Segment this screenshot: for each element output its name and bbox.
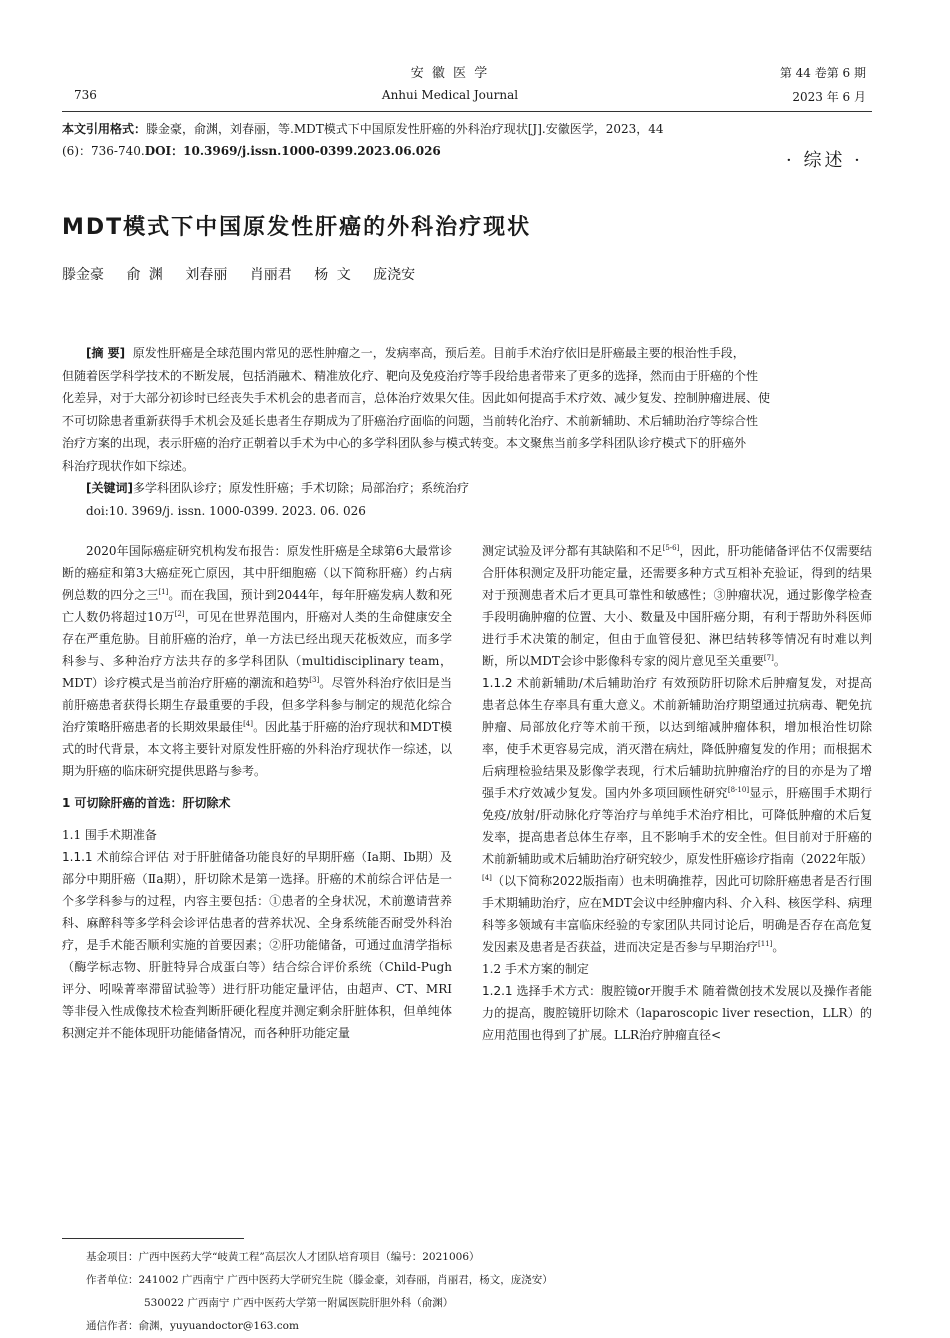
header-rule <box>62 111 872 112</box>
reference-mark: [4] <box>243 720 253 728</box>
text: 测定试验及评分都有其缺陷和不足 <box>482 544 663 558</box>
subsection-heading: 1.2.1 选择手术方式：腹腔镜or开腹手术 <box>482 984 699 998</box>
author: 杨 文 <box>314 267 351 283</box>
text: 随着微创技术发展以及操作者能力的提高，腹腔镜肝切除术（laparoscopic liver resection，LLR）的应用范围也得到了扩展。LLR治疗肿瘤直径< <box>482 984 873 1042</box>
paragraph-1-1-1 <box>62 846 452 1044</box>
text: 。 <box>772 940 785 954</box>
author-unit-2: 530022 广西南宁 广西中医药大学第一附属医院肝胆外科（俞渊） <box>144 1297 454 1309</box>
author: 庞浇安 <box>373 267 416 283</box>
footnotes <box>86 1246 866 1338</box>
section-heading-1-2: 1.2 手术方案的制定 <box>482 962 589 976</box>
text: （以下简称2022版指南）也未明确推荐，因此可切除肝癌患者是否行围手术期辅助治疗，应在MDT会议中经肿瘤内科、介入科、核医学科、病理科等多领域有丰富临床经验的专家团队共同讨论后，明确是否存在高危复发因素及患者是否获益，进而决定是否参与早期治疗 <box>482 874 872 954</box>
issue-date: 2023 年 6 月 <box>792 90 866 104</box>
page-number: 736 <box>74 88 97 102</box>
text: ，因此，肝功能储备评估不仅需要结合肝体积测定及肝功能定量，还需要多种方式互相补充验证，得到的结果对于预测患者术后才更具可靠性和敏感性；③肿瘤状况，通过影像学检查手段明确肿瘤的位置、大小、数量及中国肝癌分期，有利于帮助外科医师进行手术决策的制定，但由于血管侵犯、淋巴结转移等情况有时难以判断，所以MDT会诊中影像科专家的阅片意见至关重要 <box>482 544 872 668</box>
reference-mark: [3] <box>309 676 320 684</box>
text: 2020年国际癌症研究机构发布报告：原发性肝癌是全球第6大最常诊断的癌症和第3大癌症死亡原因，其中肝细胞癌（以下简称肝癌）约占病例总数的四分之三 <box>62 544 452 602</box>
author: 刘春丽 <box>185 267 228 283</box>
right-column <box>482 540 872 1046</box>
text: 对于肝脏储备功能良好的早期肝癌（Ia期、Ib期）及部分中期肝癌（Ⅱa期），肝切除术是第一选择。肝癌的术前综合评估是一个多学科参与的过程，内容主要包括：①患者的全身状况，术前邀请营养科、麻醉科等多学科会诊评估患者的营养状况、全身系统能否耐受外科治疗，是手术能否顺利实施的首要因素；②肝功能储备，可通过血清学指标（酶学标志物、肝脏特异合成蛋白等）结合综合评价系统（Child-Pugh评分、吲哚菁率滞留试验等）进行肝功能定量评估，由超声、CT、MRI等非侵入性成像技术检查判断肝硬化程度并测定剩余肝脏体积，但单纯体积测定并不能体现肝功能储备情况，而各种肝功能定量 <box>62 850 452 1040</box>
citation-text-2: (6)：736-740. <box>62 144 145 158</box>
reference-mark: [7] <box>763 654 774 662</box>
reference-mark: [8-10] <box>727 786 750 794</box>
abstract-line: 化差异，对于大部分初诊时已经丧失手术机会的患者而言，总体治疗效果欠佳。因此如何提高手术疗效、减少复发、控制肿瘤进展、使 <box>62 391 771 405</box>
intro-paragraph <box>62 540 452 782</box>
keywords: 多学科团队诊疗；原发性肝癌；手术切除；局部治疗；系统治疗 <box>132 481 469 495</box>
section-heading-1: 1 可切除肝癌的首选：肝切除术 <box>62 796 231 810</box>
text: 显示，肝癌围手术期行免疫/放射/肝动脉化疗等治疗与单纯手术治疗相比，可降低肿瘤的术后复发率，提高患者总体生存率，且不影响手术的安全性。但目前对于肝癌的术前新辅助或术后辅助治疗研究较少，原发性肝癌诊疗指南（2022年版） <box>482 786 873 866</box>
text: 。 <box>773 654 786 668</box>
section-heading-1-1: 1.1 围手术期准备 <box>62 828 157 842</box>
abstract-line: 治疗方案的出现，表示肝癌的治疗正朝着以手术为中心的多学科团队参与模式转变。本文聚焦当前多学科团队诊疗模式下的肝癌外 <box>62 436 747 450</box>
text: 有效预防肝切除术后肿瘤复发，对提高患者总体生存率具有重大意义。术前新辅助治疗期望通过抗病毒、靶免抗肿瘤、局部放化疗等术前干预，以达到缩减肿瘤体积，增加根治性切除率，使手术更容易完成，消灭潜在病灶，降低肿瘤复发的作用；而根据术后病理检验结果及影像学表现，行术后辅助抗肿瘤治疗的目的亦是为了增强手术疗效减少复发。国内外多项回顾性研究 <box>482 676 872 800</box>
text: 。因此基于肝癌的治疗现状和MDT模式的时代背景，本文将主要针对原发性肝癌的外科治疗现状作一综述，以期为肝癌的临床研究提供思路与参考。 <box>62 720 452 778</box>
keywords-label: [关键词] <box>86 481 133 495</box>
citation-label: 本文引用格式： <box>62 122 147 136</box>
journal-name-cn: 安 徽 医 学 <box>410 66 490 81</box>
journal-name-en: Anhui Medical Journal <box>381 88 519 102</box>
citation-text: 滕金豪，俞渊，刘春丽，等.MDT模式下中国原发性肝癌的外科治疗现状[J].安徽医学，2023，44 <box>146 122 664 136</box>
author: 肖丽君 <box>249 267 292 283</box>
abstract-line: 不可切除患者重新获得手术机会及延长患者生存期成为了肝癌治疗面临的问题，当前转化治疗、术前新辅助、术后辅助治疗等综合性 <box>62 413 759 428</box>
author: 滕金豪 <box>62 267 104 283</box>
paragraph-1-1-2 <box>482 672 872 958</box>
citation-doi: DOI：10.3969/j.issn.1000-0399.2023.06.026 <box>144 144 441 158</box>
citation-block <box>62 118 762 162</box>
abstract <box>62 342 872 522</box>
abstract-line: 原发性肝癌是全球范围内常见的恶性肿瘤之一，发病率高，预后差。目前手术治疗依旧是肝癌最主要的根治性手段， <box>132 346 745 360</box>
paragraph-1-2-1 <box>482 980 872 1046</box>
funding-note: 基金项目：广西中医药大学“岐黄工程”高层次人才团队培育项目（编号：2021006） <box>86 1251 480 1263</box>
reference-mark: [5-6] <box>662 544 680 552</box>
abstract-line: 但随着医学科学技术的不断发展，包括消融术、精准放化疗、靶向及免疫治疗等手段给患者带来了更多的选择，然而由于肝癌的个性 <box>62 368 759 383</box>
subsection-heading: 1.1.2 术前新辅助/术后辅助治疗 <box>482 676 658 690</box>
text: ，可见在世界范围内，肝癌对人类的生命健康安全存在严重危胁。目前肝癌的治疗，单一方法已经出现天花板效应，而多学科参与、多种治疗方法共存的多学科团队（multidisciplinary team，MDT）诊疗模式是当前治疗肝癌的潮流和趋势 <box>62 610 452 690</box>
author-unit-1: 作者单位：241002 广西南宁 广西中医药大学研究生院（滕金豪，刘春丽，肖丽君，杨文，庞浇安） <box>86 1274 553 1286</box>
text: 。尽管外科治疗依旧是当前肝癌患者获得长期生存最重要的手段，但多学科参与制定的规范化综合治疗策略肝癌患者的长期效果最佳 <box>62 676 452 734</box>
author: 俞 渊 <box>126 267 163 283</box>
subsection-heading: 1.1.1 术前综合评估 <box>62 850 170 864</box>
volume-issue: 第 44 卷第 6 期 <box>779 66 866 80</box>
reference-mark: [11] <box>758 940 773 948</box>
article-title: MDT模式下中国原发性肝癌的外科治疗现状 <box>62 215 532 240</box>
footnote-rule <box>62 1238 244 1239</box>
column-type: · 综述 · <box>786 150 863 171</box>
abstract-label: [摘 要] <box>86 346 126 360</box>
text: 。而在我国，预计到2044年，每年肝癌发病人数和死亡人数仍将超过10万 <box>62 588 452 624</box>
reference-mark: [2] <box>174 610 185 618</box>
reference-mark: [1] <box>158 588 169 596</box>
corresponding-author: 通信作者：俞渊，yuyuandoctor@163.com <box>86 1320 299 1332</box>
paragraph-continued <box>482 540 872 672</box>
authors <box>62 264 415 284</box>
reference-mark: [4] <box>482 874 492 882</box>
abstract-line: 科治疗现状作如下综述。 <box>62 458 195 473</box>
left-column <box>62 540 452 1044</box>
abstract-doi: doi:10. 3969/j. issn. 1000-0399. 2023. 06. 026 <box>86 503 366 518</box>
